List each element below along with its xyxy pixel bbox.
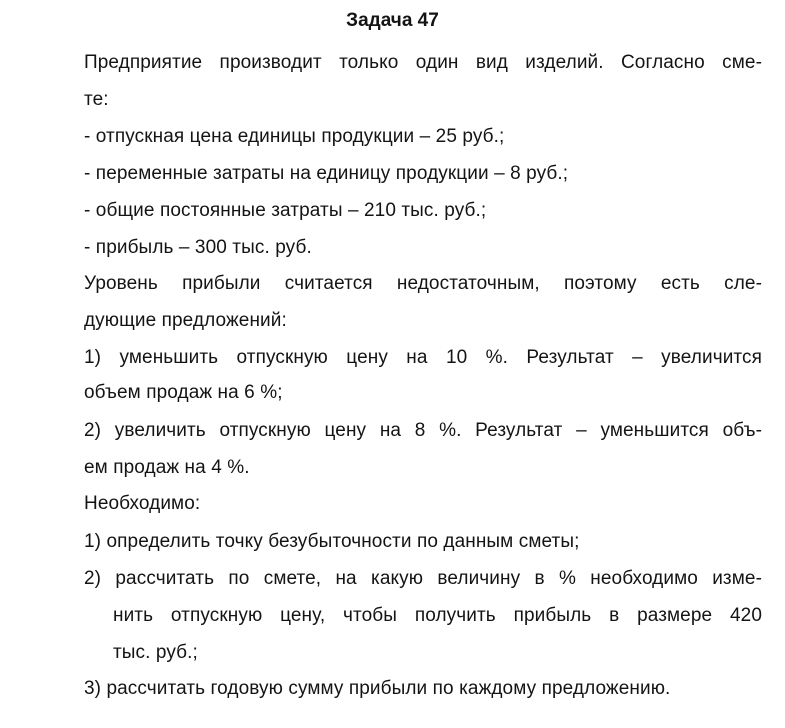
- proposal-intro-line-1: Уровень прибыли считается недостаточным, поэтому есть сле-: [84, 273, 762, 294]
- estimate-item-fixed-costs: - общие постоянные затраты – 210 тыс. руб.;: [84, 200, 487, 221]
- task-1-line-1: 1) определить точку безубыточности по данным сметы;: [84, 531, 580, 552]
- task-2-line-3: тыс. руб.;: [113, 642, 198, 663]
- proposal-2-line-2: ем продаж на 4 %.: [84, 457, 250, 478]
- intro-line-2: те:: [84, 89, 109, 110]
- task-3-line-1: 3) рассчитать годовую сумму прибыли по каждому предложению.: [84, 678, 671, 699]
- proposal-1-line-2: объем продаж на 6 %;: [84, 382, 283, 403]
- task-title: Задача 47: [346, 10, 439, 31]
- estimate-item-price: - отпускная цена единицы продукции – 25 руб.;: [84, 126, 505, 147]
- proposal-intro-line-2: дующие предложений:: [84, 310, 287, 331]
- estimate-item-profit: - прибыль – 300 тыс. руб.: [84, 237, 312, 258]
- intro-line-1: Предприятие производит только один вид изделий. Согласно сме-: [84, 52, 762, 73]
- task-2-line-1: 2) рассчитать по смете, на какую величину в % необходимо изме-: [84, 568, 762, 589]
- required-heading: Необходимо:: [84, 493, 201, 514]
- task-2-line-2: нить отпускную цену, чтобы получить прибыль в размере 420: [113, 605, 762, 626]
- proposal-2-line-1: 2) увеличить отпускную цену на 8 %. Результат – уменьшится объ-: [84, 420, 762, 441]
- estimate-item-variable-costs: - переменные затраты на единицу продукции – 8 руб.;: [84, 163, 569, 184]
- proposal-1-line-1: 1) уменьшить отпускную цену на 10 %. Результат – увеличится: [84, 347, 762, 368]
